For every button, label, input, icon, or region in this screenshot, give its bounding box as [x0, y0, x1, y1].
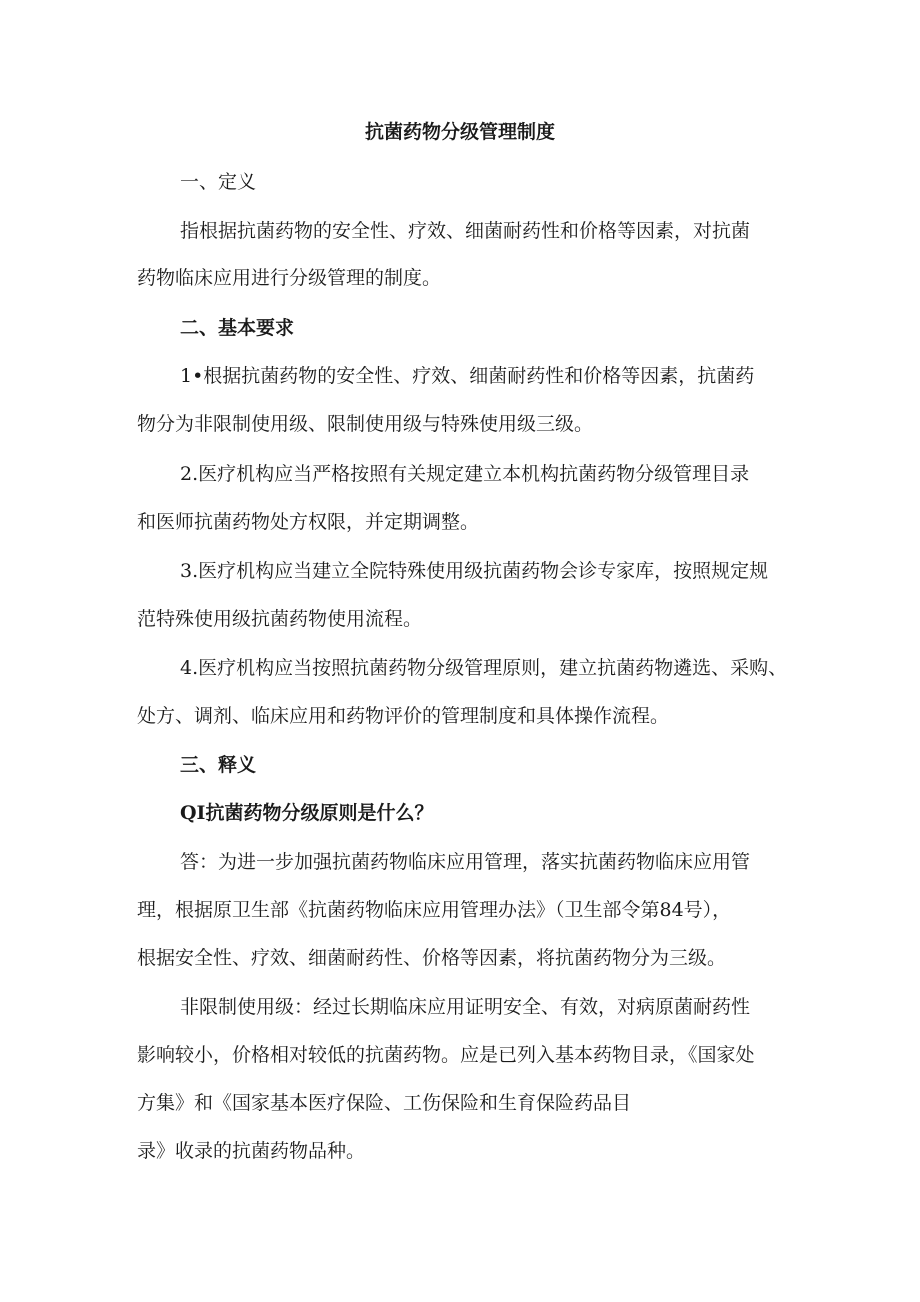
question-heading: QI抗菌药物分级原则是什么？ — [180, 802, 434, 824]
answer-paragraph-line: 答：为进一步加强抗菌药物临床应用管理，落实抗菌药物临床应用管 — [180, 851, 751, 873]
requirement-item-4-line: 4.医疗机构应当按照抗菌药物分级管理原则，建立抗菌药物遴选、采购、 — [180, 657, 788, 679]
section-heading-requirements: 二、基本要求 — [180, 317, 295, 339]
requirement-item-1-line: 1•根据抗菌药物的安全性、疗效、细菌耐药性和价格等因素，抗菌药 — [180, 365, 755, 387]
requirement-item-3-line: 范特殊使用级抗菌药物使用流程。 — [137, 608, 423, 630]
nonrestricted-paragraph-line: 非限制使用级：经过长期临床应用证明安全、有效，对病原菌耐药性 — [180, 996, 751, 1018]
requirement-item-2-line: 2.医疗机构应当严格按照有关规定建立本机构抗菌药物分级管理目录 — [180, 463, 750, 485]
answer-paragraph-line: 理，根据原卫生部《抗菌药物临床应用管理办法》（卫生部令第84号）， — [137, 899, 732, 921]
section-heading-interpretation: 三、释义 — [180, 754, 257, 776]
definition-paragraph-line: 药物临床应用进行分级管理的制度。 — [137, 267, 442, 289]
requirement-item-3-line: 3.医疗机构应当建立全院特殊使用级抗菌药物会诊专家库，按照规定规 — [180, 560, 769, 582]
nonrestricted-paragraph-line: 录》收录的抗菌药物品种。 — [137, 1140, 366, 1162]
section-heading-definition: 一、定义 — [180, 171, 257, 193]
document-title: 抗菌药物分级管理制度 — [364, 121, 555, 143]
requirement-item-4-line: 处方、调剂、临床应用和药物评价的管理制度和具体操作流程。 — [137, 705, 670, 727]
definition-paragraph-line: 指根据抗菌药物的安全性、疗效、细菌耐药性和价格等因素，对抗菌 — [180, 220, 751, 242]
nonrestricted-paragraph-line: 方集》和《国家基本医疗保险、工伤保险和生育保险药品目 — [137, 1092, 632, 1114]
requirement-item-2-line: 和医师抗菌药物处方权限，并定期调整。 — [137, 511, 480, 533]
answer-paragraph-line: 根据安全性、疗效、细菌耐药性、价格等因素，将抗菌药物分为三级。 — [137, 947, 727, 969]
nonrestricted-paragraph-line: 影响较小，价格相对较低的抗菌药物。应是已列入基本药物目录，《国家处 — [137, 1044, 755, 1066]
requirement-item-1-line: 物分为非限制使用级、限制使用级与特殊使用级三级。 — [137, 413, 594, 435]
